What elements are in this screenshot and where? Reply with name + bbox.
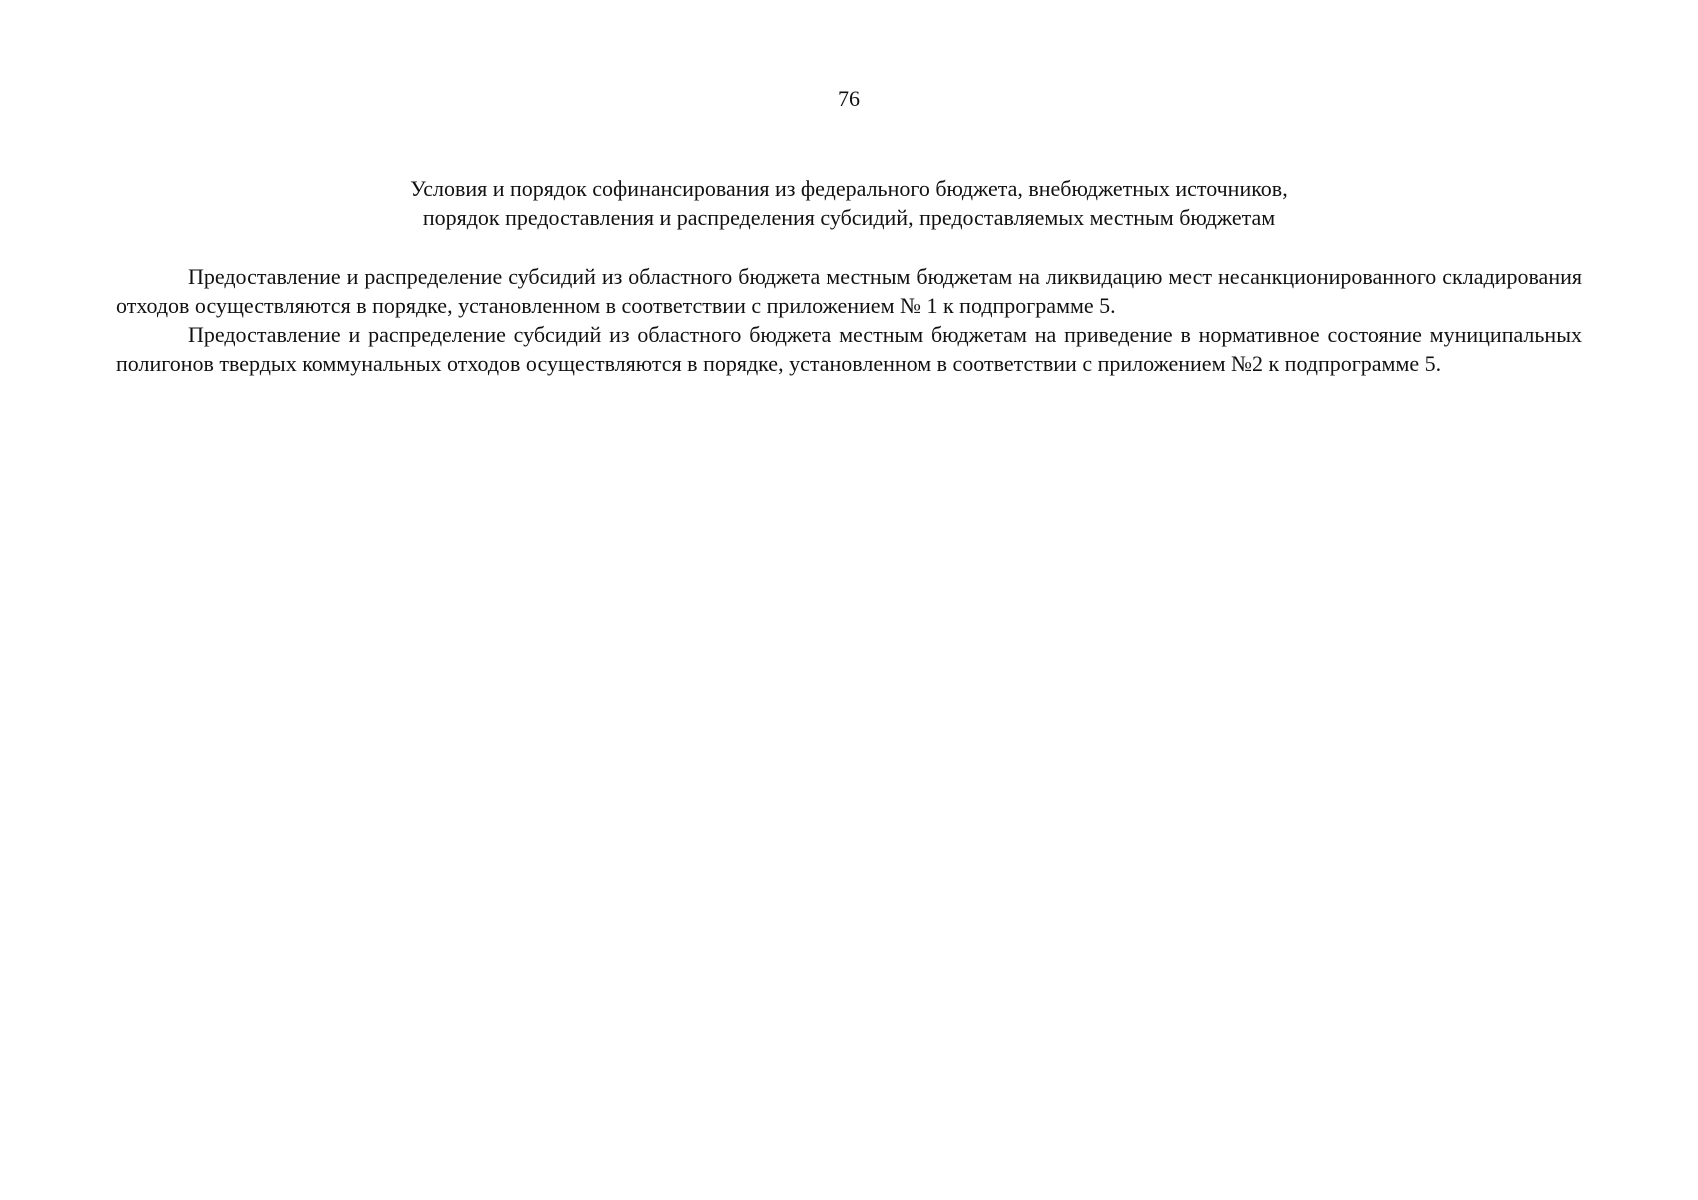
document-body [116,262,1582,378]
section-heading [116,174,1582,232]
section-heading-line: порядок предоставления и распределения субсидий, предоставляемых местным бюджетам [422,205,1276,230]
section-heading-line: Условия и порядок софинансирования из федерального бюджета, внебюджетных источников, [410,176,1288,201]
paragraph-landfills: Предоставление и распределение субсидий из областного бюджета местным бюджетам на приведение в нормативное состояние муниципальных полигонов твердых коммунальных отходов осуществляются в порядке, установленном в соответствии с приложением №2 к подпрограмме 5. [116,322,1582,376]
page-number: 76 [838,86,860,111]
paragraph-waste-sites: Предоставление и распределение субсидий из областного бюджета местным бюджетам на ликвидацию мест несанкционированного складирования отходов осуществляются в порядке, установленном в соответствии с приложением № 1 к подпрограмме 5. [116,264,1582,318]
